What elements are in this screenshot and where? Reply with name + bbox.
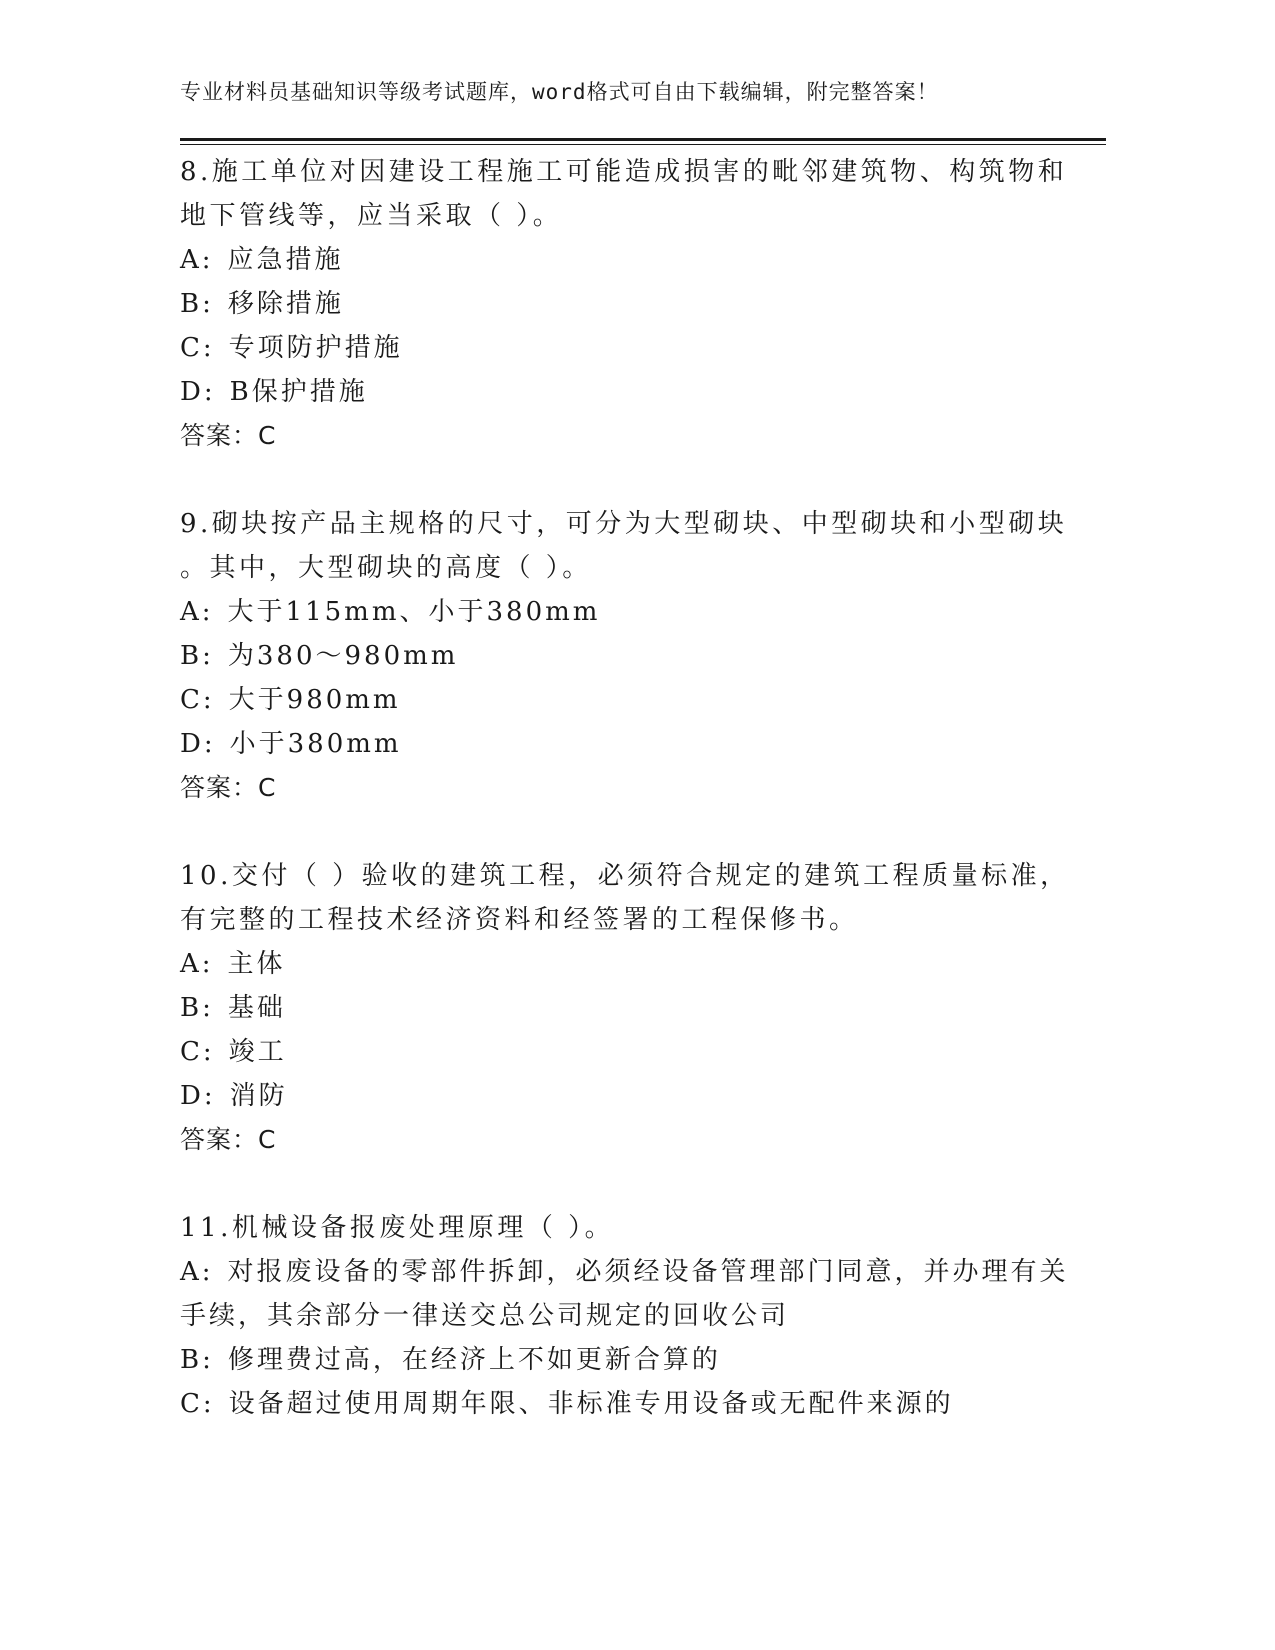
option-b: B: 为380～980mm <box>180 641 459 671</box>
option-b: B: 基础 <box>180 993 286 1023</box>
question-stem <box>180 1206 1040 1250</box>
option-b: B: 移除措施 <box>180 289 344 319</box>
answer-line: 答案：C <box>180 773 277 802</box>
stem-line: 10.交付（ ）验收的建筑工程，必须符合规定的建筑工程质量标准， <box>180 861 1070 891</box>
question-stem <box>180 854 1070 942</box>
stem-line: 8.施工单位对因建设工程施工可能造成损害的毗邻建筑物、构筑物和 <box>180 157 1068 187</box>
option-a: A: 应急措施 <box>180 245 344 275</box>
question-8 <box>180 150 1068 458</box>
option-a-continuation: 手续，其余部分一律送交总公司规定的回收公司 <box>180 1301 790 1331</box>
question-10 <box>180 854 1070 1162</box>
option-a: A: 大于115mm、小于380mm <box>180 597 601 627</box>
answer-line: 答案：C <box>180 1125 277 1154</box>
answer-line: 答案：C <box>180 421 277 450</box>
option-d: D: 小于380mm <box>180 729 402 759</box>
stem-line: 11.机械设备报废处理原理（ ）。 <box>180 1213 615 1243</box>
option-a: A: 主体 <box>180 949 286 979</box>
option-c: C: 大于980mm <box>180 685 401 715</box>
option-c: C: 竣工 <box>180 1037 287 1067</box>
option-d: D: 消防 <box>180 1081 288 1111</box>
option-a: A: 对报废设备的零部件拆卸，必须经设备管理部门同意，并办理有关 <box>180 1257 1069 1287</box>
question-11 <box>180 1206 1069 1426</box>
stem-line: 地下管线等，应当采取（ ）。 <box>180 201 563 231</box>
question-stem <box>180 502 1068 590</box>
header-divider-thin <box>180 144 1106 145</box>
page-header: 专业材料员基础知识等级考试题库，word格式可自由下载编辑，附完整答案！ <box>180 80 939 104</box>
option-d: D: B保护措施 <box>180 377 368 407</box>
question-stem <box>180 150 1068 238</box>
stem-line: 9.砌块按产品主规格的尺寸，可分为大型砌块、中型砌块和小型砌块 <box>180 509 1068 539</box>
option-c: C: 专项防护措施 <box>180 333 403 363</box>
stem-line: 有完整的工程技术经济资料和经签署的工程保修书。 <box>180 905 859 935</box>
option-b: B: 修理费过高，在经济上不如更新合算的 <box>180 1345 721 1375</box>
question-9 <box>180 502 1068 810</box>
stem-line: 。其中，大型砌块的高度（ ）。 <box>180 553 592 583</box>
option-c: C: 设备超过使用周期年限、非标准专用设备或无配件来源的 <box>180 1389 954 1419</box>
header-divider-thick <box>180 138 1106 141</box>
question-list <box>180 150 1070 1470</box>
